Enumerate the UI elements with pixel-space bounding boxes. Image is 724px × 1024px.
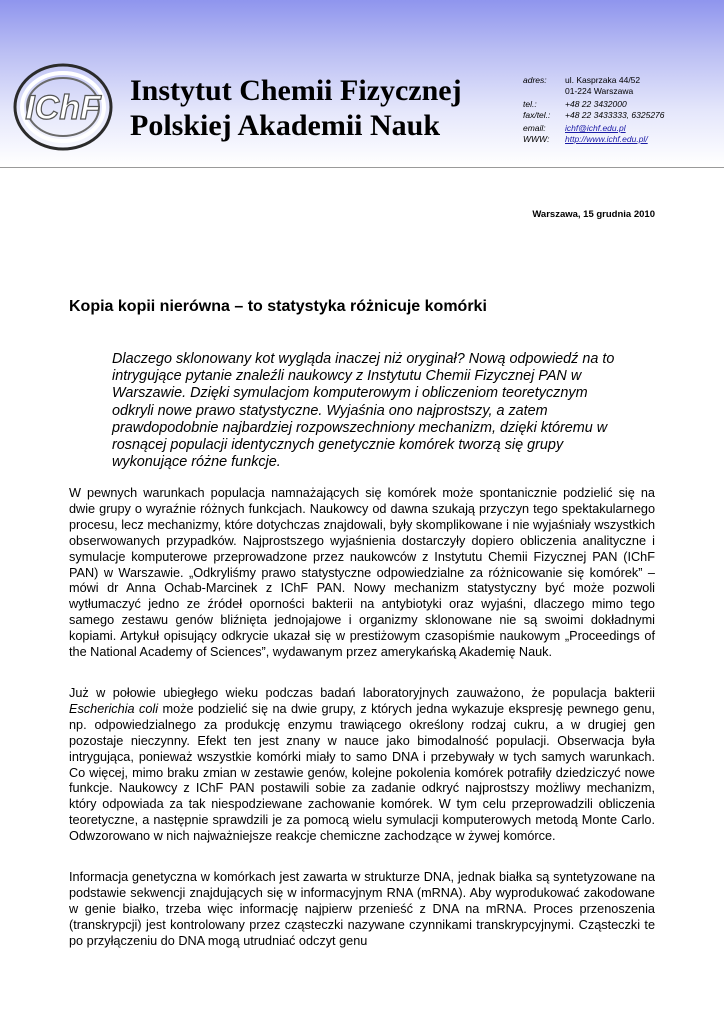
- lead-paragraph: Dlaczego sklonowany kot wygląda inaczej niż oryginał? Nową odpowiedź na to intrygujące pytanie znaleźli naukowcy z Instytutu Chemii Fizycznej PAN w Warszawie. Dzięki symulacjom komputerowym i obliczeniom teoretycznym odkryli nowe prawo statystyczne. Wyjaśnia ono najprostszy, a zatem prawdopodobnie najbardziej rozpowszechniony mechanizm, dzięki któremu w rosnącej populacji identycznych genetycznie komórek tworzą się grupy wykonujące różne funkcje.: [112, 351, 615, 471]
- fax-value: +48 22 3433333, 6325276: [565, 109, 665, 120]
- logo-text: IChF: [25, 89, 101, 127]
- institute-name-line1: Instytut Chemii Fizycznej: [130, 74, 462, 107]
- paragraph-2-text-start: Już w połowie ubiegłego wieku podczas badań laboratoryjnych zauważono, że populacja bakterii: [69, 686, 655, 700]
- www-label: WWW:: [523, 133, 550, 144]
- press-release-headline: Kopia kopii nierówna – to statystyka różnicuje komórki: [69, 298, 487, 315]
- body-paragraph-3: Informacja genetyczna w komórkach jest zawarta w strukturze DNA, jednak białka są syntetyzowane na podstawie sekwencji znajdujących się w informacyjnym RNA (mRNA). Aby wyprodukować zakodowane w genie białko, trzeba więc informację najpierw przenieść z DNA na mRNA. Proces przenoszenia (transkrypcji) jest kontrolowany przez cząsteczki nazywane czynnikami transkrypcyjnymi. Cząsteczki te po przyłączeniu do DNA mogą utrudniać odczyt genu: [69, 870, 655, 948]
- tel-value: +48 22 3432000: [565, 99, 627, 109]
- address-line1: ul. Kasprzaka 44/52: [565, 75, 641, 85]
- contact-block: [523, 75, 665, 144]
- body-paragraph-2: [69, 686, 655, 845]
- species-name: Escherichia coli: [69, 701, 159, 716]
- website-link[interactable]: http://www.ichf.edu.pl/: [565, 133, 648, 144]
- address-label: adres:: [523, 75, 547, 85]
- email-link[interactable]: ichf@ichf.edu.pl: [565, 123, 626, 133]
- document-date: Warszawa, 15 grudnia 2010: [532, 209, 655, 220]
- fax-label: fax/tel.:: [523, 109, 551, 120]
- ichf-logo: [10, 57, 116, 157]
- paragraph-2-text-end: może podzielić się na dwie grupy, z których jedna wykazuje ekspresję pewnego genu, np. odpowiedzialnego za produkcję enzymu trawiącego określony rodzaj cukru, a w drugiej gen pozostaje nieczynny. Efekt ten jest znany w nauce jako bimodalność populacji. Obserwacja była intrygująca, ponieważ wszystkie komórki miały to samo DNA i przebywały w tych samych warunkach. Co więcej, mimo braku zmian w zestawie genów, kolejne pokolenia komórek potrafiły dziedziczyć nowe funkcje. Naukowcy z IChF PAN postawili sobie za zadanie odkryć najprostszy możliwy mechanizm, który odpowiada za tak niespodziewane zachowanie komórek. W tym celu przeprowadzili obliczenia teoretyczne, a następnie sprawdzili je za pomocą wielu symulacji komputerowych metodą Monte Carlo. Odwzorowano w nich najważniejsze reakcje chemiczne zachodzące w żywej komórce.: [69, 701, 655, 844]
- email-label: email:: [523, 123, 546, 133]
- address-line2: 01-224 Warszawa: [565, 85, 634, 96]
- letterhead-divider: [0, 167, 724, 168]
- institute-name-line2: Polskiej Akademii Nauk: [130, 109, 441, 142]
- tel-label: tel.:: [523, 99, 537, 109]
- body-paragraph-1: W pewnych warunkach populacja namnażających się komórek może spontanicznie podzielić się na dwie grupy o wyraźnie różnych funkcjach. Naukowcy od dawna szukają przyczyn tego spektakularnego procesu, lecz mechanizmy, które dotychczas znajdowali, były skomplikowane i nie wyjaśniały wszystkich obserwowanych przypadków. Najprostszego wyjaśnienia dostarczyły dopiero obliczenia analityczne i symulacje komputerowe przeprowadzone przez naukowców z Instytutu Chemii Fizycznej PAN (IChF PAN) w Warszawie. „Odkryliśmy prawo statystyczne odpowiedzialne za różnicowanie się komórek” – mówi dr Anna Ochab-Marcinek z IChF PAN. Nowy mechanizm statystyczny być może pozwoli wytłumaczyć jedno ze źródeł oporności bakterii na antybiotyki oraz wyjaśni, dlaczego mimo tego samego zestawu genów bliźnięta jednojajowe i organizmy sklonowane nie są swoimi dokładnymi kopiami. Artykuł opisujący odkrycie ukazał się w prestiżowym czasopiśmie naukowym „Proceedings of the National Academy of Sciences”, wydawanym przez amerykańską Akademię Nauk.: [69, 486, 655, 660]
- institute-name: [130, 73, 510, 143]
